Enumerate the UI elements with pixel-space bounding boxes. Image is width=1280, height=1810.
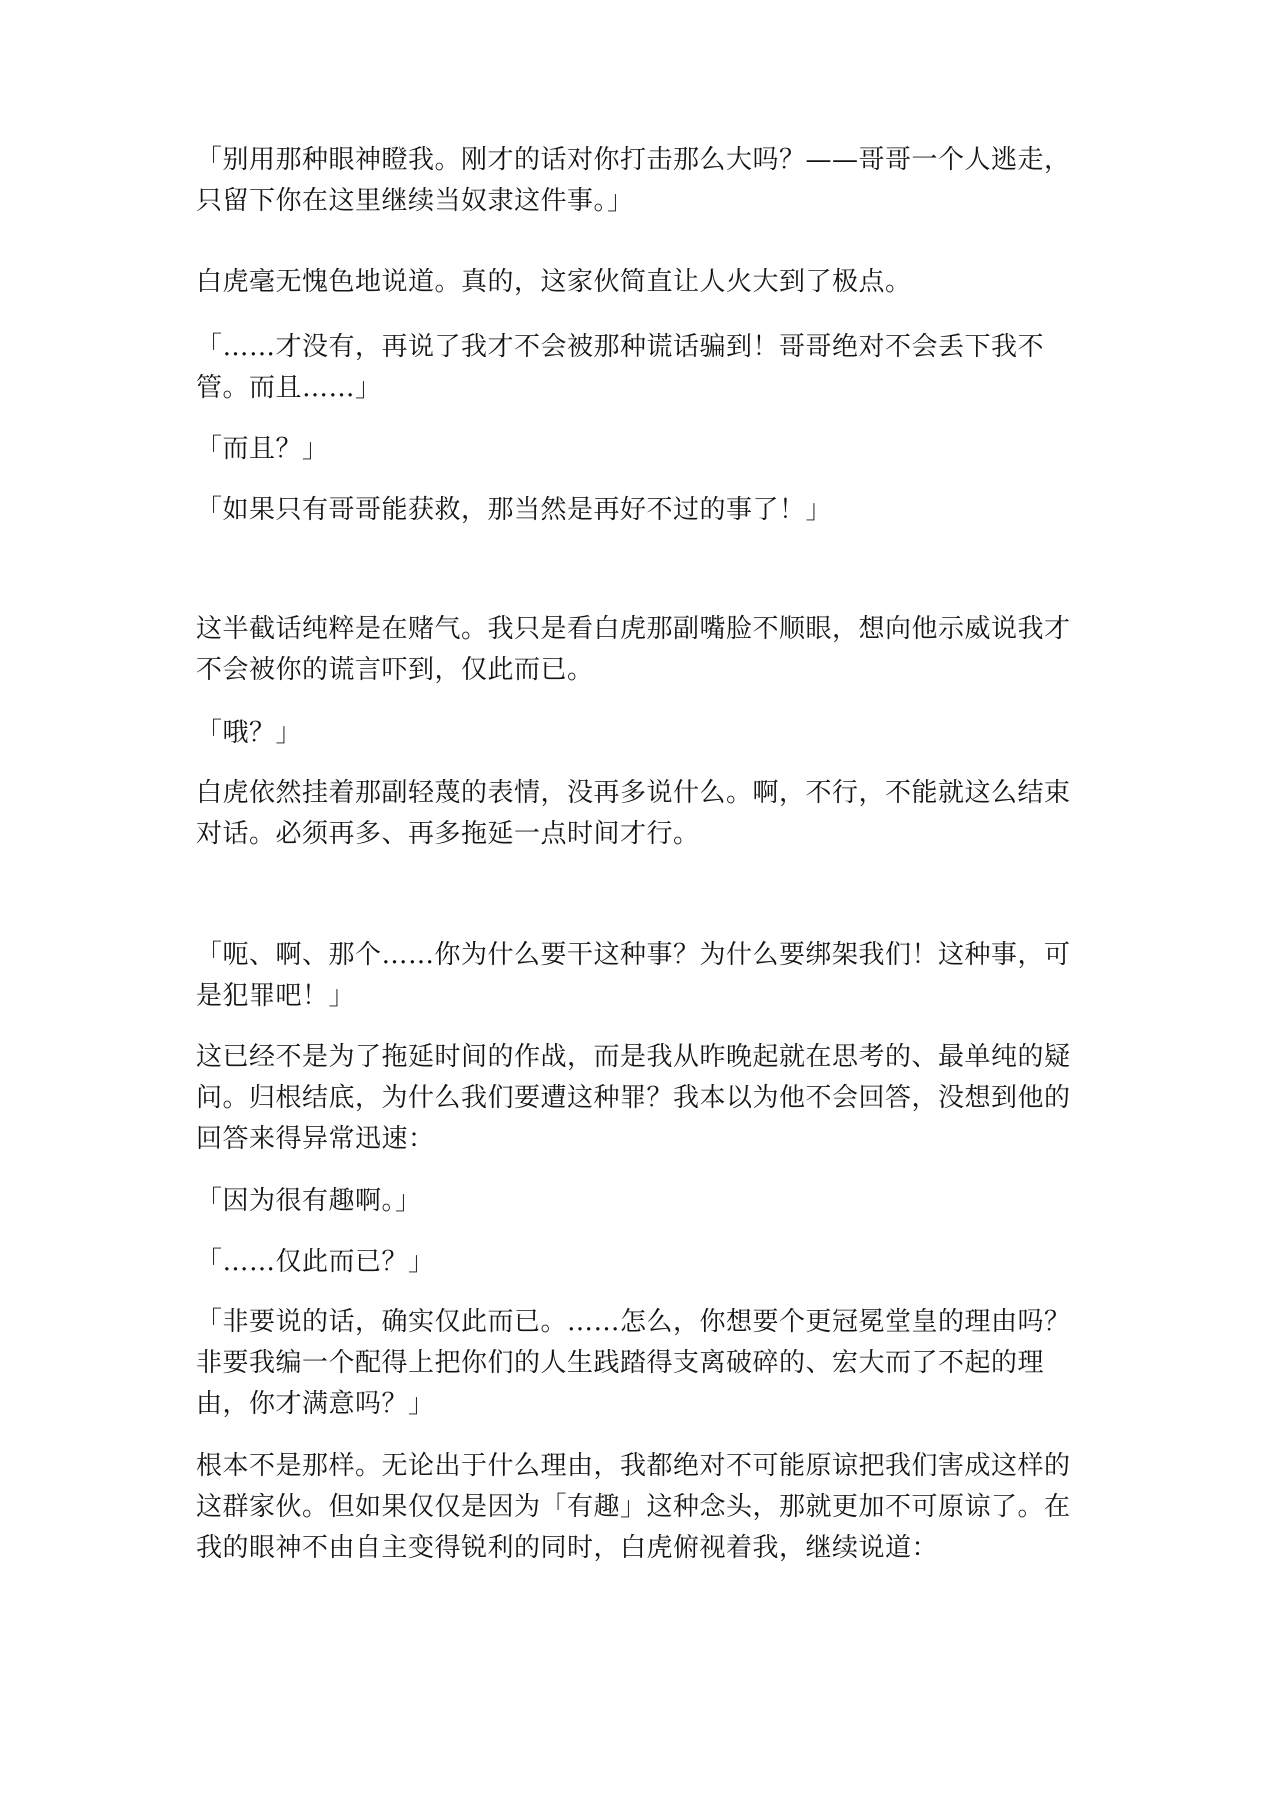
paragraph-4: 「而且？」 [196,434,329,464]
paragraph-7: 「哦？」 [196,718,303,748]
paragraph-1: 「别用那种眼神瞪我。刚才的话对你打击那么大吗？——哥哥一个人逃走，只留下你在这里继续当奴隶这件事。」 [196,145,1071,216]
paragraph-2: 白虎毫无愧色地说道。真的，这家伙简直让人火大到了极点。 [196,267,912,297]
paragraph-8: 白虎依然挂着那副轻蔑的表情，没再多说什么。啊，不行，不能就这么结束对话。必须再多、再多拖延一点时间才行。 [196,778,1071,849]
paragraph-5: 「如果只有哥哥能获救，那当然是再好不过的事了！」 [196,495,833,525]
paragraph-6: 这半截话纯粹是在赌气。我只是看白虎那副嘴脸不顺眼，想向他示威说我才不会被你的谎言吓到，仅此而已。 [196,614,1071,685]
paragraph-9: 「呃、啊、那个……你为什么要干这种事？为什么要绑架我们！这种事，可是犯罪吧！」 [196,940,1071,1011]
paragraph-14: 根本不是那样。无论出于什么理由，我都绝对不可能原谅把我们害成这样的这群家伙。但如果仅仅是因为「有趣」这种念头，那就更加不可原谅了。在我的眼神不由自主变得锐利的同时，白虎俯视着我，继续说道： [196,1451,1071,1563]
paragraph-10: 这已经不是为了拖延时间的作战，而是我从昨晚起就在思考的、最单纯的疑问。归根结底，为什么我们要遭这种罪？我本以为他不会回答，没想到他的回答来得异常迅速： [196,1042,1071,1154]
paragraph-11: 「因为很有趣啊。」 [196,1186,422,1216]
paragraph-12: 「……仅此而已？」 [196,1247,435,1277]
paragraph-13: 「非要说的话，确实仅此而已。……怎么，你想要个更冠冕堂皇的理由吗？非要我编一个配得上把你们的人生践踏得支离破碎的、宏大而了不起的理由，你才满意吗？」 [196,1307,1071,1419]
paragraph-3: 「……才没有，再说了我才不会被那种谎话骗到！哥哥绝对不会丢下我不管。而且……」 [196,332,1045,403]
